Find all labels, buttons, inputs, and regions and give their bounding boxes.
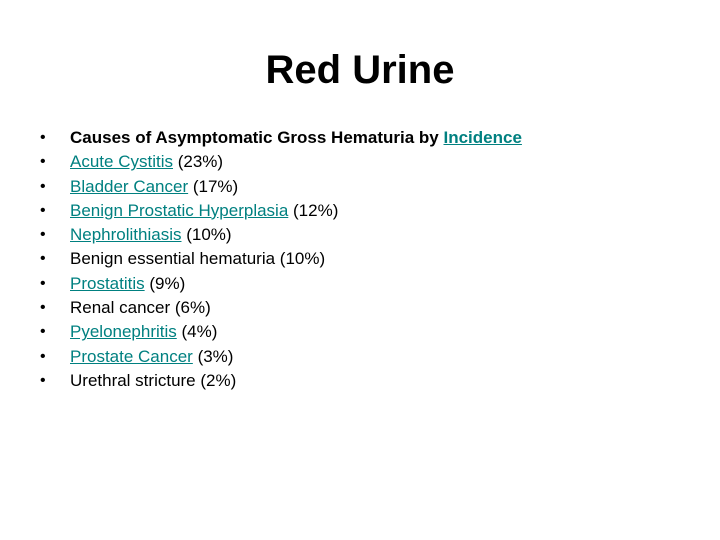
bullet-icon: •	[40, 323, 46, 341]
item-text: Benign essential hematuria (10%)	[70, 249, 326, 269]
bullet-icon: •	[40, 250, 46, 268]
list-item-body	[70, 223, 232, 247]
list-item-body	[70, 126, 522, 150]
percentage-text: (3%)	[192, 346, 234, 366]
list-item-body	[70, 320, 217, 344]
percentage-text: (9%)	[144, 273, 186, 293]
bullet-icon: •	[40, 153, 46, 171]
nephrolithiasis-link[interactable]: Nephrolithiasis	[70, 225, 182, 245]
percentage-text: (17%)	[188, 176, 239, 196]
pyelonephritis-link[interactable]: Pyelonephritis	[70, 322, 177, 342]
list-item-body	[70, 247, 325, 271]
bullet-icon: •	[40, 129, 46, 146]
list-item-body	[70, 369, 236, 393]
prostate-cancer-link[interactable]: Prostate Cancer	[70, 346, 193, 366]
bullet-icon: •	[40, 371, 46, 389]
bullet-icon: •	[40, 274, 46, 292]
list-item-body	[70, 150, 223, 174]
heading-text: Causes of Asymptomatic Gross Hematuria by	[70, 128, 444, 147]
item-text: Renal cancer (6%)	[70, 298, 211, 318]
list-item-body	[70, 345, 233, 369]
bladder-cancer-link[interactable]: Bladder Cancer	[70, 176, 189, 196]
prostatitis-link[interactable]: Prostatitis	[70, 273, 145, 293]
slide-title: Red Urine	[265, 48, 455, 92]
list-item-body	[70, 272, 185, 296]
list-item-body	[70, 296, 211, 320]
percentage-text: (4%)	[176, 322, 218, 342]
bullet-icon: •	[40, 299, 46, 317]
percentage-text: (23%)	[172, 152, 224, 172]
percentage-text: (12%)	[288, 200, 339, 220]
list-item-body	[70, 199, 338, 223]
bullet-icon: •	[40, 347, 46, 365]
incidence-link[interactable]: Incidence	[443, 128, 522, 147]
percentage-text: (10%)	[181, 225, 232, 245]
bullet-icon: •	[40, 177, 46, 195]
acute-cystitis-link[interactable]: Acute Cystitis	[70, 152, 173, 172]
bph-link[interactable]: Benign Prostatic Hyperplasia	[70, 200, 289, 220]
item-text: Urethral stricture (2%)	[70, 370, 237, 390]
bullet-icon: •	[40, 226, 46, 244]
bullet-icon: •	[40, 201, 46, 219]
list-item-body	[70, 175, 238, 199]
